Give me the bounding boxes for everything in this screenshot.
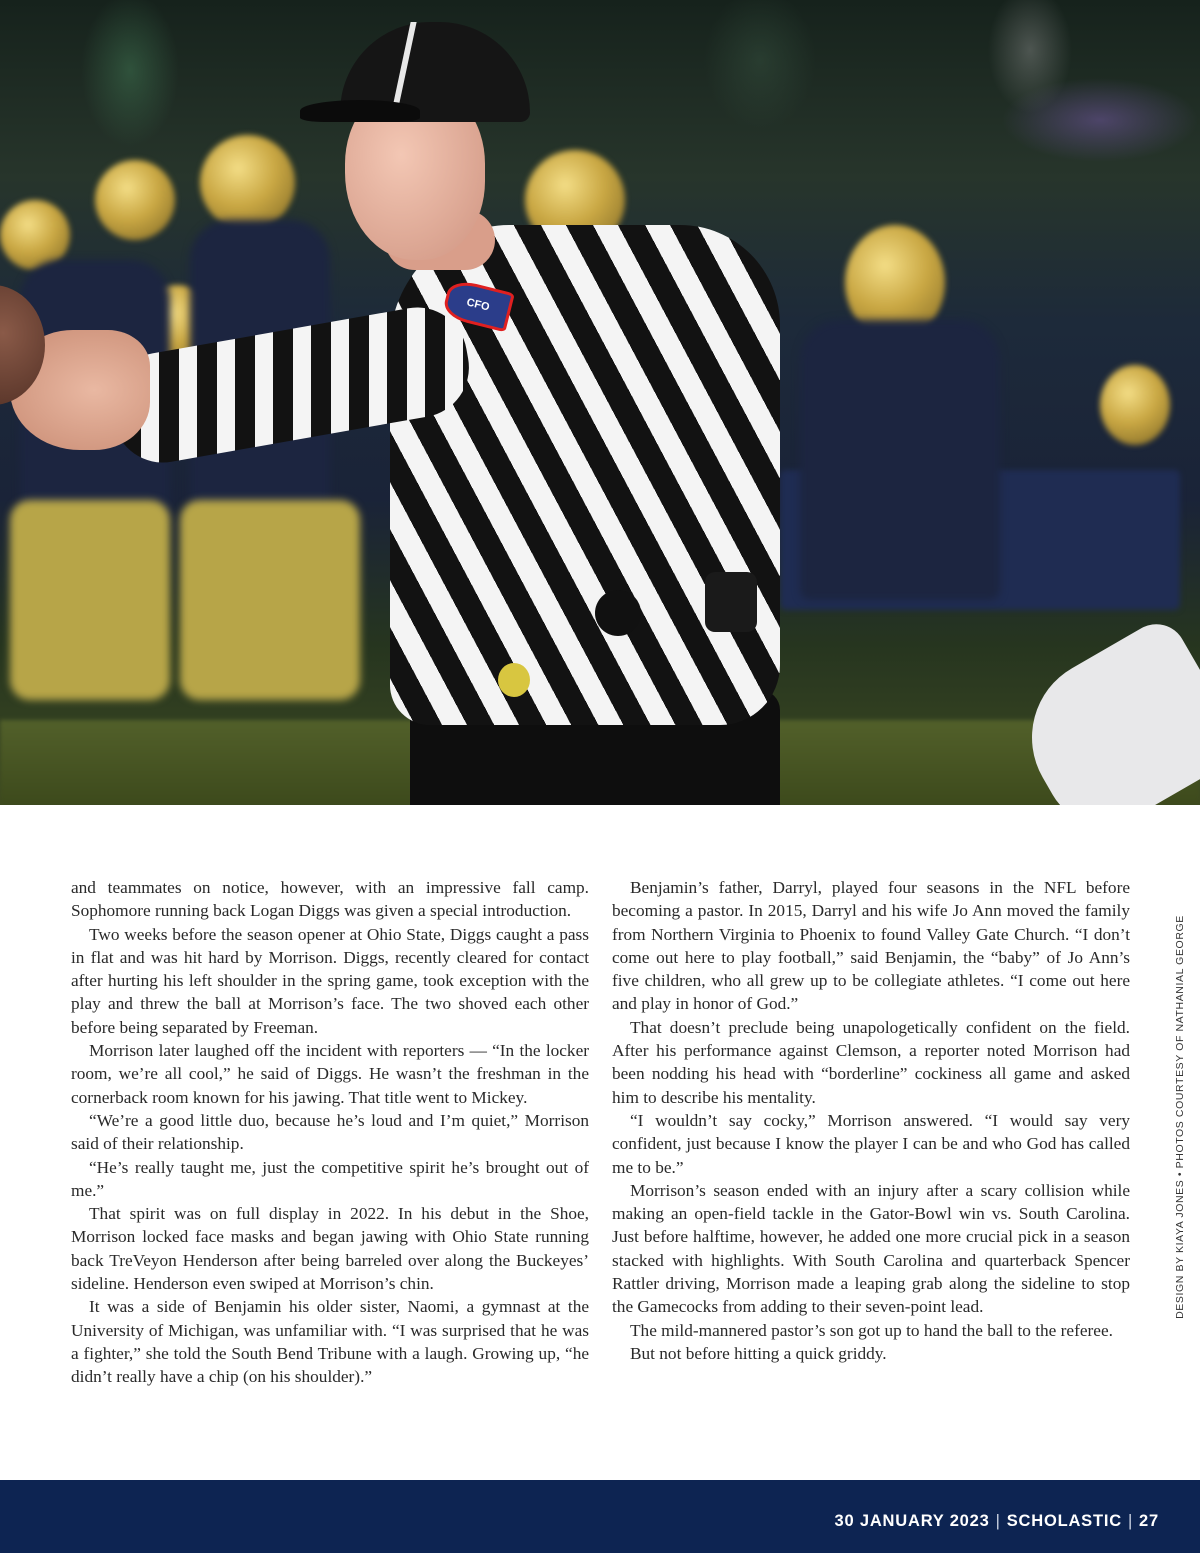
belt-radio [705,572,757,632]
cfo-patch: CFO [441,278,515,333]
paragraph: That spirit was on full display in 2022. In his debut in the Shoe, Morrison locked face masks and began jawing with Ohio State running back TreVeyon Henderson after being barreled over along the Buckeyes’ sideline. Henderson even swiped at Morrison’s chin. [71,1204,589,1294]
page-number: 27 [1139,1512,1159,1530]
referee-cap-brim [300,100,420,122]
paragraph: The mild-mannered pastor’s son got up to hand the ball to the referee. [630,1320,1113,1340]
player-helmet [200,135,295,230]
paragraph: Morrison later laughed off the incident with reporters — “In the locker room, we’re all cool,” he said of Diggs. He wasn’t the freshman in the cornerback room known for his jawing. That title went to Mickey. [71,1041,589,1107]
folio [835,1512,1159,1531]
paragraph: Benjamin’s father, Darryl, played four seasons in the NFL before becoming a pastor. In 2015, Darryl and his wife Jo Ann moved the family from Northern Virginia to Phoenix to found Valley Gate Church. “I don’t come out here to play football,” said Benjamin, the “baby” of Jo Ann’s five children, who all grew up to be collegiate athletes. “I come out here and play in honor of God.” [612,878,1130,1014]
paragraph: Two weeks before the season opener at Ohio State, Diggs caught a pass in flat and was hit hard by Morrison. Diggs, recently cleared for contact after hurting his left shoulder in the spring game, took exception with the play and threw the ball at Morrison’s face. The two shoved each other before being separated by Freeman. [71,924,589,1037]
player-helmet [95,160,175,240]
paragraph: “We’re a good little duo, because he’s loud and I’m quiet,” Morrison said of their relationship. [71,1110,589,1154]
paragraph: and teammates on notice, however, with an impressive fall camp. Sophomore running back Logan Diggs was given a special introduction. [71,878,589,921]
penalty-flag [498,663,530,697]
belt-pack [595,590,641,636]
paragraph: That doesn’t preclude being unapologetically confident on the field. After his performance against Clemson, a reporter noted Morrison had been nodding his head with “borderline” cockiness all game and asked him to describe his mentality. [612,1017,1130,1107]
paragraph: But not before hitting a quick griddy. [630,1343,887,1363]
folio-separator: | [995,1512,1001,1530]
paragraph: “He’s really taught me, just the competitive spirit he’s brought out of me.” [71,1157,589,1200]
paragraph: It was a side of Benjamin his older sister, Naomi, a gymnast at the University of Michigan, was unfamiliar with. “I was surprised that he was a fighter,” she told the South Bend Tribune with a laugh. Growing up, “he didn’t really have a chip (on his shoulder).” [71,1297,589,1387]
player-body [800,320,1000,600]
issue-date: 30 JANUARY 2023 [834,1512,990,1530]
paragraph: Morrison’s season ended with an injury after a scary collision while making an open-field tackle in the Gator-Bowl win vs. South Carolina. Just before halftime, however, he added one more crucial pick in a season stacked with highlights. With South Carolina and quarterback Spencer Rattler driving, Morrison made a leaping grab along the sideline to stop the Gamecocks from adding to their seven-point lead. [612,1180,1130,1317]
paragraph: “I wouldn’t say cocky,” Morrison answered. “I would say very confident, just because I know the player I can be and who God has called me to be.” [612,1110,1130,1177]
player-pants [10,500,170,700]
player-pants [180,500,360,700]
folio-separator: | [1127,1512,1134,1530]
player-helmet [1100,365,1170,445]
article-column-left [71,876,589,1389]
article-column-right [612,876,1130,1365]
photo-credit-text: DESIGN BY KIAYA JONES • PHOTOS COURTESY OF NATHANIAL GEORGE [1174,915,1186,1319]
photo-credit [1165,915,1195,1319]
publication-name: SCHOLASTIC [1006,1512,1122,1530]
